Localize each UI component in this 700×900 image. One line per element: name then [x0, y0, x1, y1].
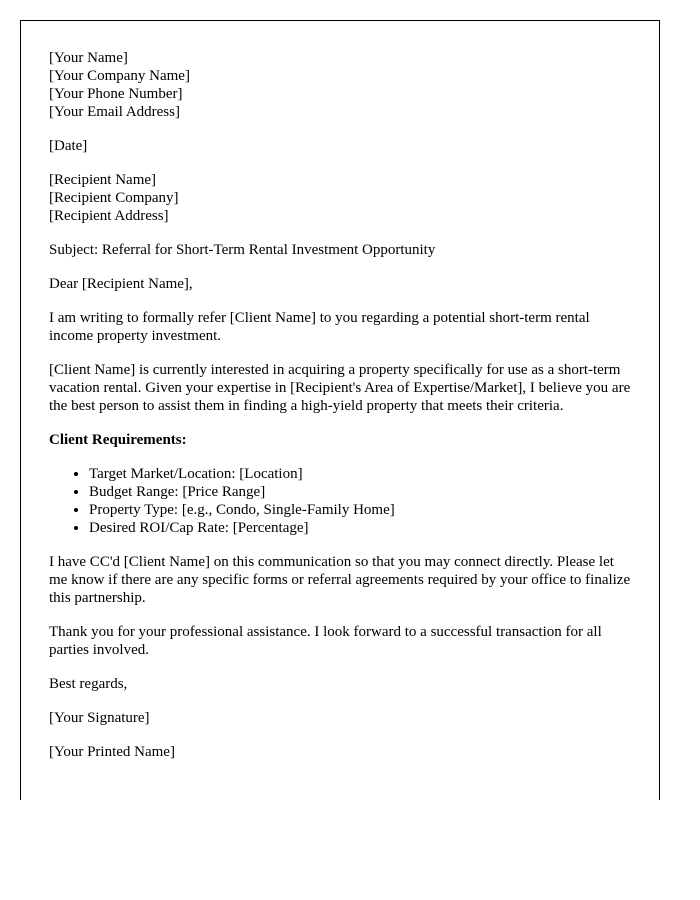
- salutation: Dear [Recipient Name],: [49, 276, 193, 292]
- cc-paragraph: I have CC'd [Client Name] on this communication so that you may connect directly. Please let me know if there are any specific forms or referral agreements required by your office to finalize this partnership.: [49, 554, 631, 606]
- list-item: • Target Market/Location: [Location]: [89, 465, 631, 483]
- thanks-paragraph: Thank you for your professional assistance. I look forward to a successful transaction for all parties involved.: [49, 624, 602, 658]
- sender-block: [49, 49, 631, 121]
- sender-email: [Your Email Address]: [49, 104, 180, 120]
- subject-line: Subject: Referral for Short-Term Rental Investment Opportunity: [49, 242, 436, 258]
- signature: [Your Signature]: [49, 710, 150, 726]
- letter-date: [Date]: [49, 138, 88, 154]
- sender-name: [Your Name]: [49, 50, 128, 66]
- requirements-heading: Client Requirements:: [49, 432, 187, 448]
- letter-page: [20, 20, 660, 800]
- recipient-name: [Recipient Name]: [49, 172, 157, 188]
- details-paragraph: [Client Name] is currently interested in acquiring a property specifically for use as a short-term vacation rental. Given your expertise in [Recipient's Area of Expertise/Market], I believe you are the best person to assist them in finding a high-yield property that meets their criteria.: [49, 362, 631, 414]
- printed-name: [Your Printed Name]: [49, 744, 175, 760]
- recipient-block: [49, 171, 631, 225]
- recipient-company: [Recipient Company]: [49, 190, 179, 206]
- list-item: • Desired ROI/Cap Rate: [Percentage]: [89, 519, 631, 537]
- recipient-address: [Recipient Address]: [49, 208, 169, 224]
- sender-phone: [Your Phone Number]: [49, 86, 183, 102]
- sender-company: [Your Company Name]: [49, 68, 190, 84]
- list-item: • Budget Range: [Price Range]: [89, 483, 631, 501]
- list-item: • Property Type: [e.g., Condo, Single-Family Home]: [89, 501, 631, 519]
- intro-paragraph: I am writing to formally refer [Client Name] to you regarding a potential short-term rental income property investment.: [49, 310, 590, 344]
- requirements-list: [49, 465, 631, 537]
- closing: Best regards,: [49, 676, 128, 692]
